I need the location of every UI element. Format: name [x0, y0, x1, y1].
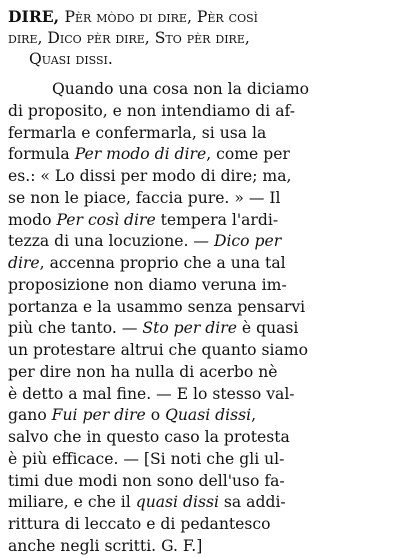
body-text: è quasi — [236, 319, 299, 338]
body-line — [8, 253, 403, 275]
body-text: es.: « Lo dissi per modo di dire; ma, — [8, 167, 292, 185]
body-text: portanza e la usammo senza pensarvi — [8, 297, 306, 316]
body-text: salvo che in questo caso la protesta — [8, 428, 290, 446]
italic-phrase: Dico per — [213, 232, 282, 251]
italic-phrase: Per così dire — [56, 210, 156, 229]
body-line — [8, 275, 403, 297]
body-text: di proposito, e non intendiamo di af- — [8, 101, 295, 120]
body-text: è più efficace. — [Si noti che gli ul- — [8, 449, 285, 468]
body-text: per dire non ha nulla di acerbo nè — [8, 362, 278, 381]
heading-phrase: Dico pèr dire — [47, 29, 145, 47]
body-line — [8, 492, 403, 514]
heading-separator: . — [107, 50, 113, 68]
italic-phrase: dire — [8, 254, 40, 272]
body-text: un protestare altrui che quanto siamo — [8, 341, 308, 359]
heading-phrase: Pèr così — [196, 8, 258, 26]
italic-phrase: Per modo di dire — [74, 145, 207, 164]
body-text: è detto a mal fine. — E lo stesso val- — [8, 384, 295, 403]
body-text: timi due modi non sono dell'uso fa- — [8, 471, 285, 490]
body-text: , come per — [206, 145, 290, 164]
italic-phrase: Fui per dire — [51, 406, 146, 425]
body-line — [8, 340, 403, 362]
body-text: tempera l'ardi- — [155, 210, 279, 229]
body-text: anche negli scritti. G. F.] — [8, 536, 203, 555]
italic-phrase: Quasi dissi — [165, 406, 252, 425]
body-text: formula — [8, 145, 75, 164]
body-text: , accenna proprio che a una tal — [39, 254, 286, 272]
body-text: , — [251, 406, 257, 425]
italic-phrase: Sto per dire — [142, 319, 237, 338]
body-text: Quando una cosa non la diciamo — [52, 80, 310, 98]
body-line — [8, 123, 403, 145]
body-text: fermarla e confermarla, si usa la — [8, 123, 267, 142]
body-text: modo — [8, 210, 57, 229]
heading-phrase: Quasi dissi — [29, 50, 108, 68]
body-text: sa addi- — [218, 493, 286, 512]
body-text: o — [145, 406, 166, 425]
heading-line — [8, 49, 403, 70]
body-line — [8, 231, 403, 253]
body-line — [8, 536, 403, 558]
heading-separator: , — [186, 8, 197, 26]
heading-line — [8, 6, 403, 28]
body-line — [8, 79, 403, 101]
entry-heading — [8, 6, 403, 70]
heading-phrase: Pèr mòdo di dire — [64, 8, 187, 26]
body-line — [8, 471, 403, 493]
heading-phrase: Sto pèr dire — [154, 29, 245, 47]
body-line — [8, 144, 403, 166]
body-line — [8, 101, 403, 123]
body-text: più che tanto. — — [8, 319, 143, 338]
body-line — [8, 384, 403, 406]
body-line — [8, 210, 403, 232]
body-text: se non le piace, faccia pure. » — Il — [8, 188, 281, 207]
heading-line — [8, 28, 403, 49]
body-line — [8, 514, 403, 536]
body-line — [8, 188, 403, 210]
body-line — [8, 405, 403, 427]
body-text: tezza di una locuzione. — — [8, 232, 214, 251]
body-text: miliare, e che il — [8, 493, 136, 512]
body-line — [8, 427, 403, 449]
headword: DIRE, — [8, 7, 65, 26]
heading-separator: , — [37, 29, 48, 47]
body-line — [8, 449, 403, 471]
body-line — [8, 318, 403, 340]
body-text: proposizione non diamo veruna im- — [8, 275, 287, 294]
heading-separator: , — [244, 29, 250, 47]
body-line — [8, 362, 403, 384]
heading-phrase: dire — [8, 29, 38, 47]
heading-separator: , — [144, 29, 155, 47]
body-line — [8, 166, 403, 188]
body-text: rittura di leccato e di pedantesco — [8, 515, 271, 533]
italic-phrase: quasi dissi — [135, 493, 219, 512]
entry-body — [8, 79, 403, 558]
body-line — [8, 297, 403, 319]
body-text: gano — [8, 406, 52, 425]
